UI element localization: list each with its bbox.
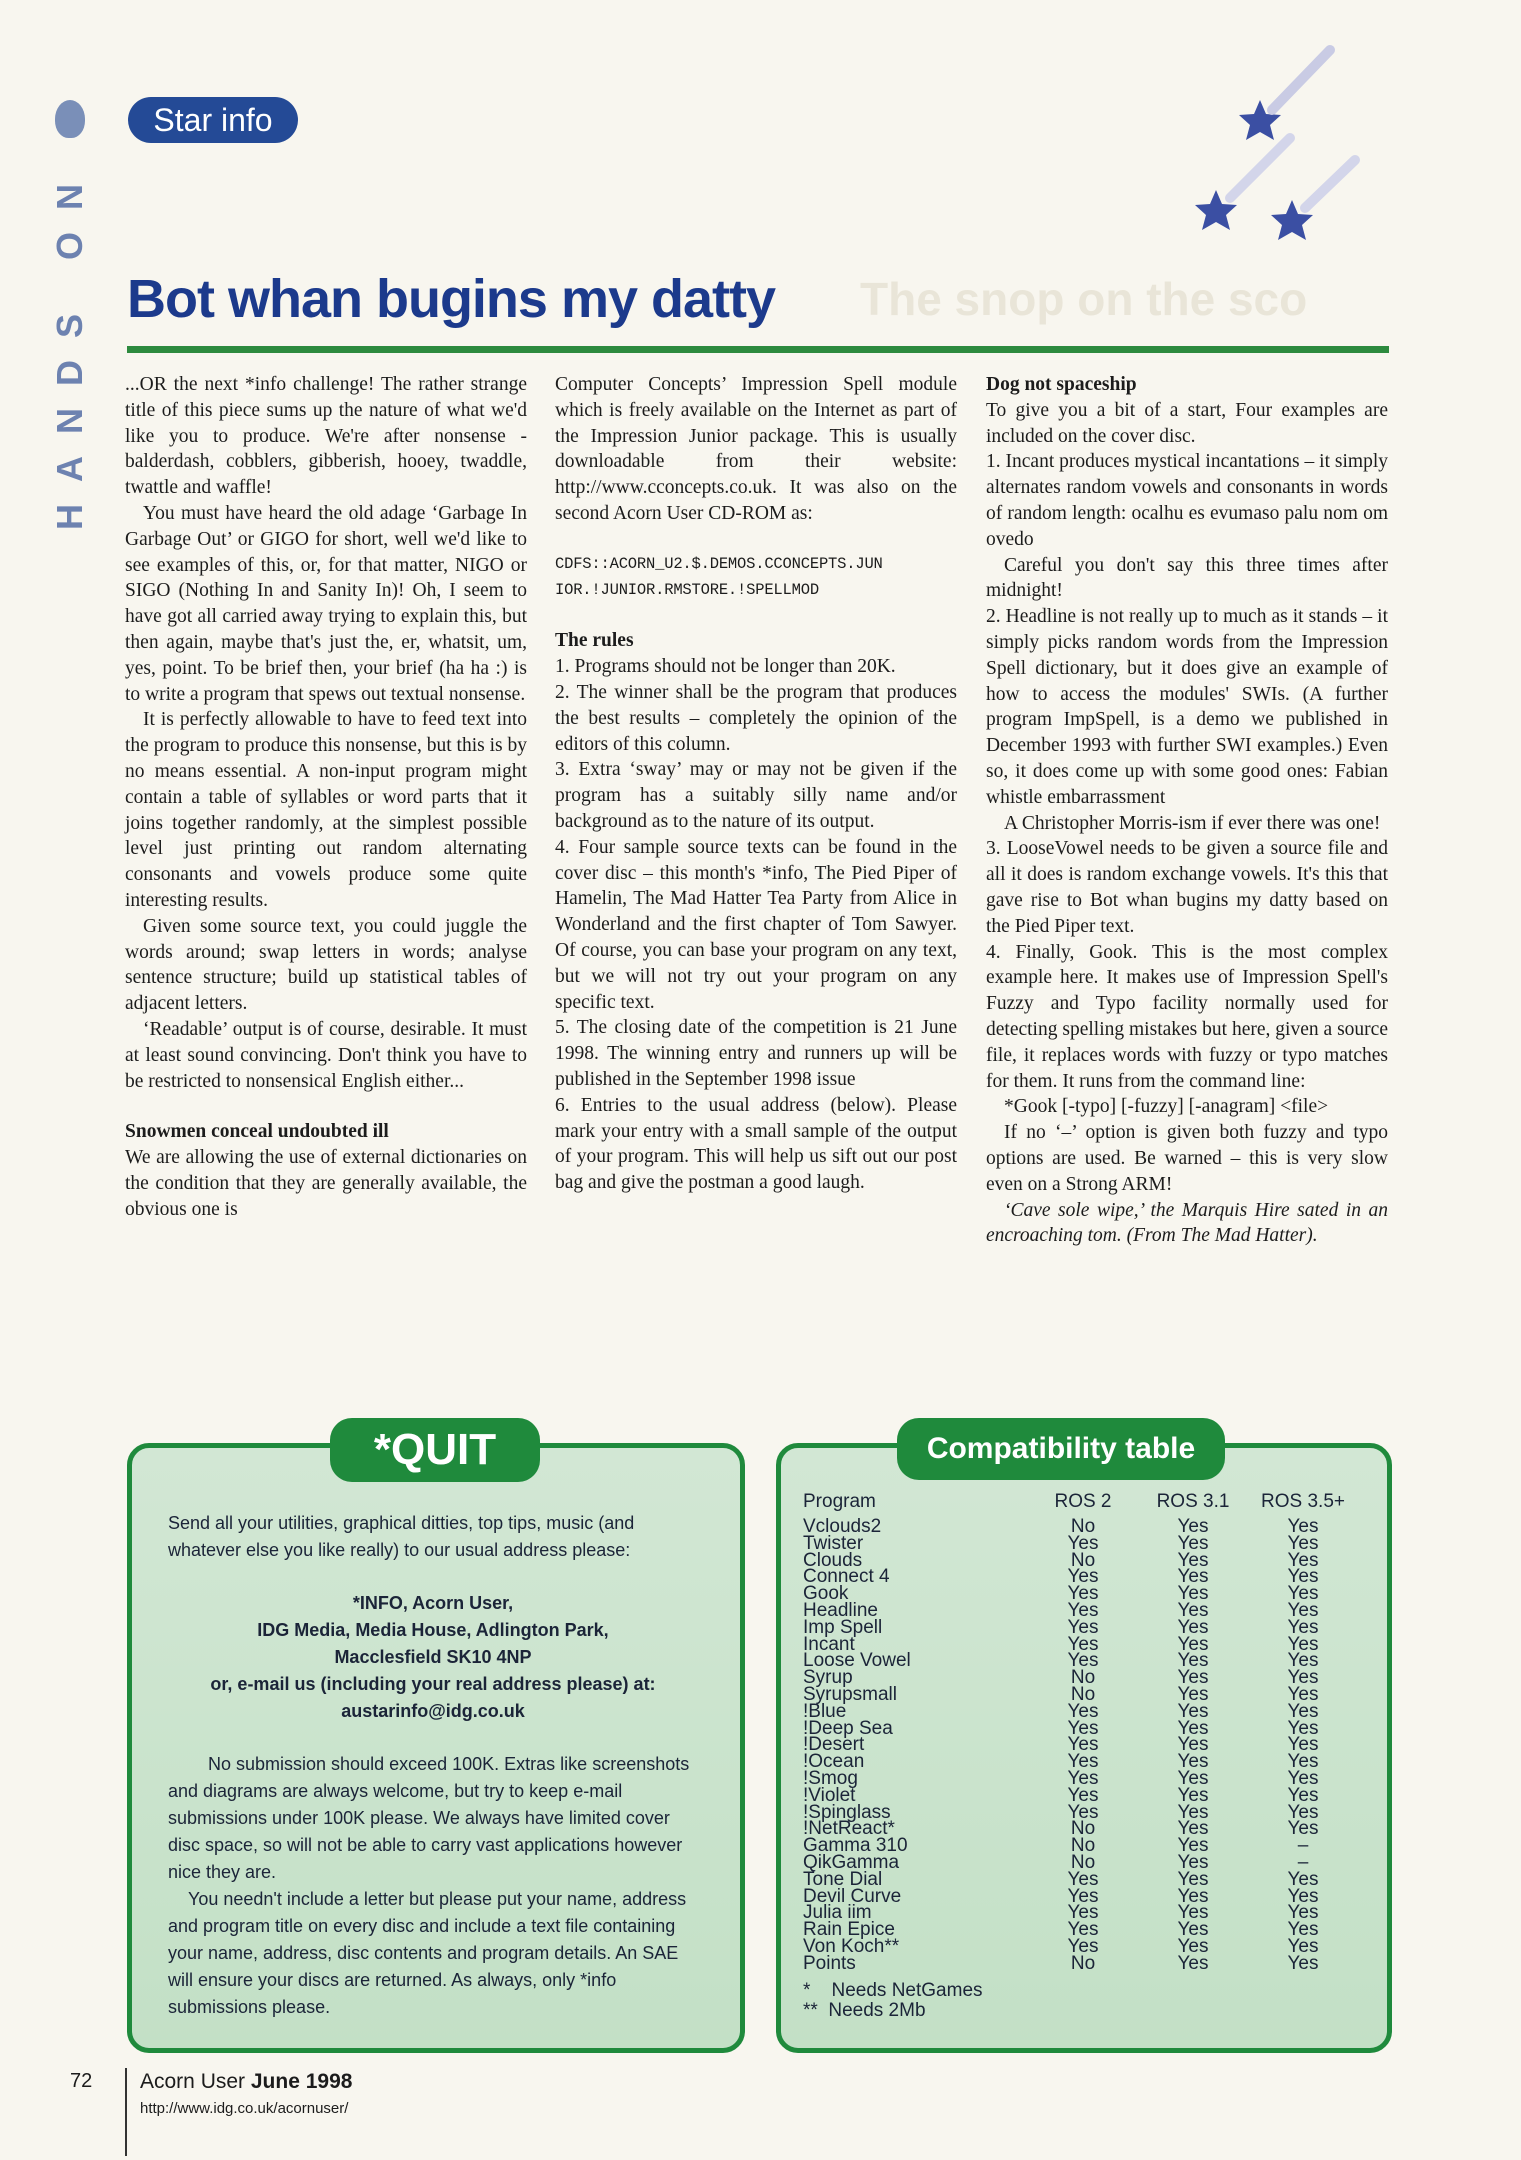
paragraph: 2. Headline is not really up to much as it stands – it simply picks random words from the Impression Spell dictionary, but it does give an example of how to access the modules' SWIs. (A further program ImpSpell, is a demo we published in December 1993 with further SWI examples.) Even so, it does come up with some good ones: Fabian whistle embarrassment [986,606,1388,808]
compat-value: Yes [1287,1767,1319,1789]
compat-value: Yes [1287,1868,1319,1890]
compat-value: Yes [1067,1532,1099,1554]
paragraph: We are allowing the use of external dictionaries on the condition that they are generally available, the obvious one is [125,1147,527,1220]
compat-value: Yes [1177,1633,1209,1655]
compat-value: Yes [1067,1801,1099,1823]
program-name: Points [803,1952,856,1974]
address-line: or, e-mail us (including your real address please) at: [210,1674,656,1694]
program-name: Imp Spell [803,1616,883,1638]
compat-value: Yes [1067,1919,1099,1941]
rule-item: 2. The winner shall be the program that produces the best results – completely the opinion of the editors of this column. [555,681,957,755]
program-name: Headline [803,1599,878,1621]
paragraph: You needn't include a letter but please put your name, address and program title on every disc and include a text file containing your name, address, disc contents and program details. An SAE will ensure your discs are returned. As always, only *info submissions please. [168,1889,687,2017]
program-name: Syrupsmall [803,1683,897,1705]
compat-value: Yes [1287,1751,1319,1773]
compat-value: – [1297,1835,1309,1857]
footer-divider [125,2068,127,2156]
program-name: Tone Dial [803,1868,883,1890]
compat-value: Yes [1287,1717,1319,1739]
compat-value: Yes [1287,1801,1319,1823]
quit-text [168,1510,698,2021]
compat-value: Yes [1177,1583,1209,1605]
program-name: Incant [803,1633,855,1655]
column-header: ROS 3.5+ [1261,1491,1345,1512]
compat-value: Yes [1067,1717,1099,1739]
compat-value: Yes [1177,1851,1209,1873]
compat-value: Yes [1287,1650,1319,1672]
quit-title: *QUIT [330,1418,540,1482]
compat-value: Yes [1177,1885,1209,1907]
paragraph: Careful you don't say this three times after midnight! [986,554,1388,602]
paragraph: To give you a bit of a start, Four examples are included on the cover disc. [986,399,1388,447]
ghost-title: The snop on the sco [860,273,1308,325]
program-name: QikGamma [803,1851,900,1873]
compat-value: Yes [1067,1734,1099,1756]
compat-value: Yes [1177,1902,1209,1924]
compat-value: Yes [1287,1516,1319,1537]
compat-value: Yes [1177,1549,1209,1571]
compat-value: Yes [1287,1683,1319,1705]
quit-intro: Send all your utilities, graphical ditties, top tips, music (and whatever else you like really) to our usual address please: [168,1513,635,1560]
column-header: ROS 3.1 [1156,1491,1230,1512]
table-row [803,1952,1363,1974]
compat-value: Yes [1177,1616,1209,1638]
compat-value: Yes [1177,1767,1209,1789]
program-name: Twister [803,1532,864,1554]
compat-value: Yes [1287,1935,1319,1957]
program-name: !Ocean [803,1751,865,1773]
program-name: !Violet [803,1784,856,1806]
program-name: Gook [803,1583,849,1605]
magazine-url: http://www.idg.co.uk/acornuser/ [140,2100,349,2117]
page-number: 72 [70,2070,93,2092]
program-name: !Smog [803,1767,858,1789]
address-line: Macclesfield SK10 4NP [334,1647,532,1667]
table-header [803,1485,1363,1519]
paragraph: A Christopher Morris-ism if ever there was one! [1004,812,1381,834]
compat-value: Yes [1287,1700,1319,1722]
section-badge: Star info [128,97,298,143]
compat-value: Yes [1177,1919,1209,1941]
paragraph: If no ‘–’ option is given both fuzzy and typo options are used. Be warned – this is very slow even on a Strong ARM! [986,1122,1388,1195]
compat-value: Yes [1287,1667,1319,1689]
address-line: IDG Media, Media House, Adlington Park, [257,1620,609,1640]
compat-value: Yes [1177,1599,1209,1621]
compat-value: No [1070,1818,1096,1840]
paragraph: ...OR the next *info challenge! The rather strange title of this piece sums up the nature of what we'd like you to produce. We're after nonsense - balderdash, cobblers, gibberish, hooey, twaddle, twattle and waffle! [125,374,527,499]
program-name: !Blue [803,1700,847,1722]
command-line: *Gook [-typo] [-fuzzy] [-anagram] <file> [1004,1096,1329,1118]
compat-value: Yes [1177,1700,1209,1722]
compat-value: Yes [1287,1818,1319,1840]
compat-value: Yes [1067,1599,1099,1621]
paragraph: Computer Concepts’ Impression Spell module which is freely available on the Internet as part of the Impression Junior package. This is usually downloadable from their website: http://www.cconcepts.co.uk. It was also on the second Acorn User CD-ROM as: [555,374,957,524]
paragraph: ‘Cave sole wipe,’ the Marquis Hire sated in an encroaching tom. (From The Mad Hatter). [986,1199,1388,1247]
compat-value: No [1070,1952,1096,1974]
compat-value: Yes [1287,1734,1319,1756]
footnote: * Needs NetGames [803,1979,983,2001]
stars-decoration [1180,40,1360,270]
compat-value: Yes [1177,1801,1209,1823]
compat-value: No [1070,1516,1096,1537]
paragraph: No submission should exceed 100K. Extras like screenshots and diagrams are always welcome, but try to keep e-mail submissions under 100K please. We always have limited cover disc space, so will not be able to carry vast applications however nice they are. [168,1754,690,1882]
compat-value: Yes [1067,1700,1099,1722]
column-header: Program [803,1491,876,1512]
program-name: !Deep Sea [803,1717,893,1739]
compat-value: Yes [1287,1784,1319,1806]
sidebar-label: HANDS ON [49,162,90,531]
paragraph: 3. LooseVowel needs to be given a source file and all it does is random exchange vowels. It's this that gave rise to Bot whan bugins my datty based on the Pied Piper text. [986,838,1388,937]
footnote: ** Needs 2Mb [803,1999,926,2021]
compat-value: Yes [1067,1868,1099,1890]
compat-value: Yes [1177,1734,1209,1756]
program-name: !NetReact* [803,1818,895,1840]
program-name: !Desert [803,1734,865,1756]
issue-date: June 1998 [250,2070,353,2093]
compat-value: No [1070,1835,1096,1857]
compat-value: Yes [1067,1902,1099,1924]
paragraph: It is perfectly allowable to have to feed text into the program to produce this nonsense, but this is by no means essential. A non-input program might contain a table of syllables or word parts that it joins together randomly, at the simplest possible level just printing out random alternating consonants and vowels produce some quite interesting results. [125,709,527,911]
rule-item: 1. Programs should not be longer than 20K. [555,656,896,678]
compat-value: Yes [1177,1835,1209,1857]
compat-value: Yes [1177,1868,1209,1890]
paragraph: ‘Readable’ output is of course, desirable. It must at least sound convincing. Don't think you have to be restricted to nonsensical English either... [125,1018,527,1092]
article-column-3 [986,372,1388,1249]
magazine-title: Acorn User [140,2070,246,2093]
compat-value: Yes [1287,1532,1319,1554]
compat-value: Yes [1287,1952,1319,1974]
subheading: Snowmen conceal undoubted ill [125,1121,389,1143]
compat-value: – [1297,1851,1309,1873]
column-header: ROS 2 [1054,1491,1112,1512]
compat-value: Yes [1287,1549,1319,1571]
compat-value: Yes [1177,1818,1209,1840]
title-rule [127,346,1389,353]
compat-value: Yes [1287,1919,1319,1941]
compat-value: No [1070,1683,1096,1705]
compat-value: No [1070,1851,1096,1873]
program-name: Connect 4 [803,1566,890,1588]
compat-value: Yes [1177,1717,1209,1739]
rule-item: 4. Four sample source texts can be found in the cover disc – this month's *info, The Pied Piper of Hamelin, The Mad Hatter Tea Party from Alice in Wonderland and the first chapter of Tom Sawyer. Of course, you can base your program on any text, but we will not try out your program on any specific text. [555,836,957,1013]
paragraph: You must have heard the old adage ‘Garbage In Garbage Out’ or GIGO for short, well we'd like to see examples of this, or, for that matter, NIGO or SIGO (Nothing In and Sanity In)! Oh, I seem to have got all carried away trying to explain this, but then again, maybe that's just the, er, whatsit, um, yes, point. To be brief then, your brief (ha ha :) is to write a program that spews out textual nonsense. [125,502,527,705]
lightbulb-icon [55,100,85,138]
compat-value: Yes [1287,1583,1319,1605]
compat-value: Yes [1177,1516,1209,1537]
compat-value: Yes [1067,1566,1099,1588]
compat-value: Yes [1287,1599,1319,1621]
compat-value: Yes [1067,1633,1099,1655]
program-name: Clouds [803,1549,863,1571]
rule-item: 6. Entries to the usual address (below). Please mark your entry with a small sample of the output of your program. This will help us sift out our post bag and give the postman a good laugh. [555,1094,957,1194]
subheading: The rules [555,630,634,652]
rule-item: 3. Extra ‘sway’ may or may not be given if the program has a suitably silly name and/or background as to the nature of its output. [555,759,957,832]
program-name: !Spinglass [803,1801,891,1823]
compatibility-title: Compatibility table [897,1418,1225,1480]
compat-value: Yes [1177,1667,1209,1689]
article-column-2 [555,372,957,1196]
compat-value: Yes [1287,1885,1319,1907]
compatibility-table [803,1485,1363,2021]
magazine-name [140,2070,352,2094]
compat-value: Yes [1067,1650,1099,1672]
compat-value: Yes [1177,1566,1209,1588]
compat-value: Yes [1287,1902,1319,1924]
email-address: austarinfo@idg.co.uk [341,1701,525,1721]
compat-value: Yes [1287,1616,1319,1638]
compat-value: Yes [1287,1633,1319,1655]
rule-item: 5. The closing date of the competition is 21 June 1998. The winning entry and runners up will be published in the September 1998 issue [555,1017,957,1090]
compat-value: Yes [1177,1532,1209,1554]
program-name: Rain Epice [803,1919,895,1941]
compat-value: Yes [1177,1751,1209,1773]
subheading: Dog not spaceship [986,374,1137,395]
paragraph: 4. Finally, Gook. This is the most complex example here. It makes use of Impression Spell's Fuzzy and Typo facility normally used for detecting spelling mistakes but here, given a source file, it replaces words with fuzzy or typo matches for them. It runs from the command line: [986,941,1388,1092]
compat-value: No [1070,1667,1096,1689]
compat-value: Yes [1067,1885,1099,1907]
program-name: Vclouds2 [803,1516,882,1537]
program-name: Gamma 310 [803,1835,908,1857]
compat-value: Yes [1177,1935,1209,1957]
program-name: Devil Curve [803,1885,902,1907]
compat-value: Yes [1067,1935,1099,1957]
compat-value: Yes [1177,1952,1209,1974]
program-name: Syrup [803,1667,853,1689]
article-title: Bot whan bugins my datty [127,269,776,329]
program-name: Julia iim [803,1902,872,1924]
compat-value: Yes [1177,1784,1209,1806]
code-line: CDFS::ACORN_U2.$.DEMOS.CCONCEPTS.JUN [555,554,883,573]
compat-value: No [1070,1549,1096,1571]
compat-value: Yes [1177,1650,1209,1672]
address-line: *INFO, Acorn User, [352,1593,514,1613]
section-sidebar [45,100,95,530]
compat-value: Yes [1067,1583,1099,1605]
compat-value: Yes [1067,1616,1099,1638]
compat-value: Yes [1177,1683,1209,1705]
compat-value: Yes [1067,1767,1099,1789]
compat-value: Yes [1067,1784,1099,1806]
compat-value: Yes [1287,1566,1319,1588]
program-name: Loose Vowel [803,1650,911,1672]
article-column-1 [125,372,527,1223]
paragraph: 1. Incant produces mystical incantations – it simply alternates random vowels and consonants in words of random length: ocalhu es evumaso palu nom om ovedo [986,451,1388,550]
paragraph: Given some source text, you could juggle the words around; swap letters in words; analyse sentence structure; build up statistical tables of adjacent letters. [125,915,527,1015]
compat-value: Yes [1067,1751,1099,1773]
code-line: IOR.!JUNIOR.RMSTORE.!SPELLMOD [555,580,819,599]
program-name: Von Koch** [803,1935,900,1957]
